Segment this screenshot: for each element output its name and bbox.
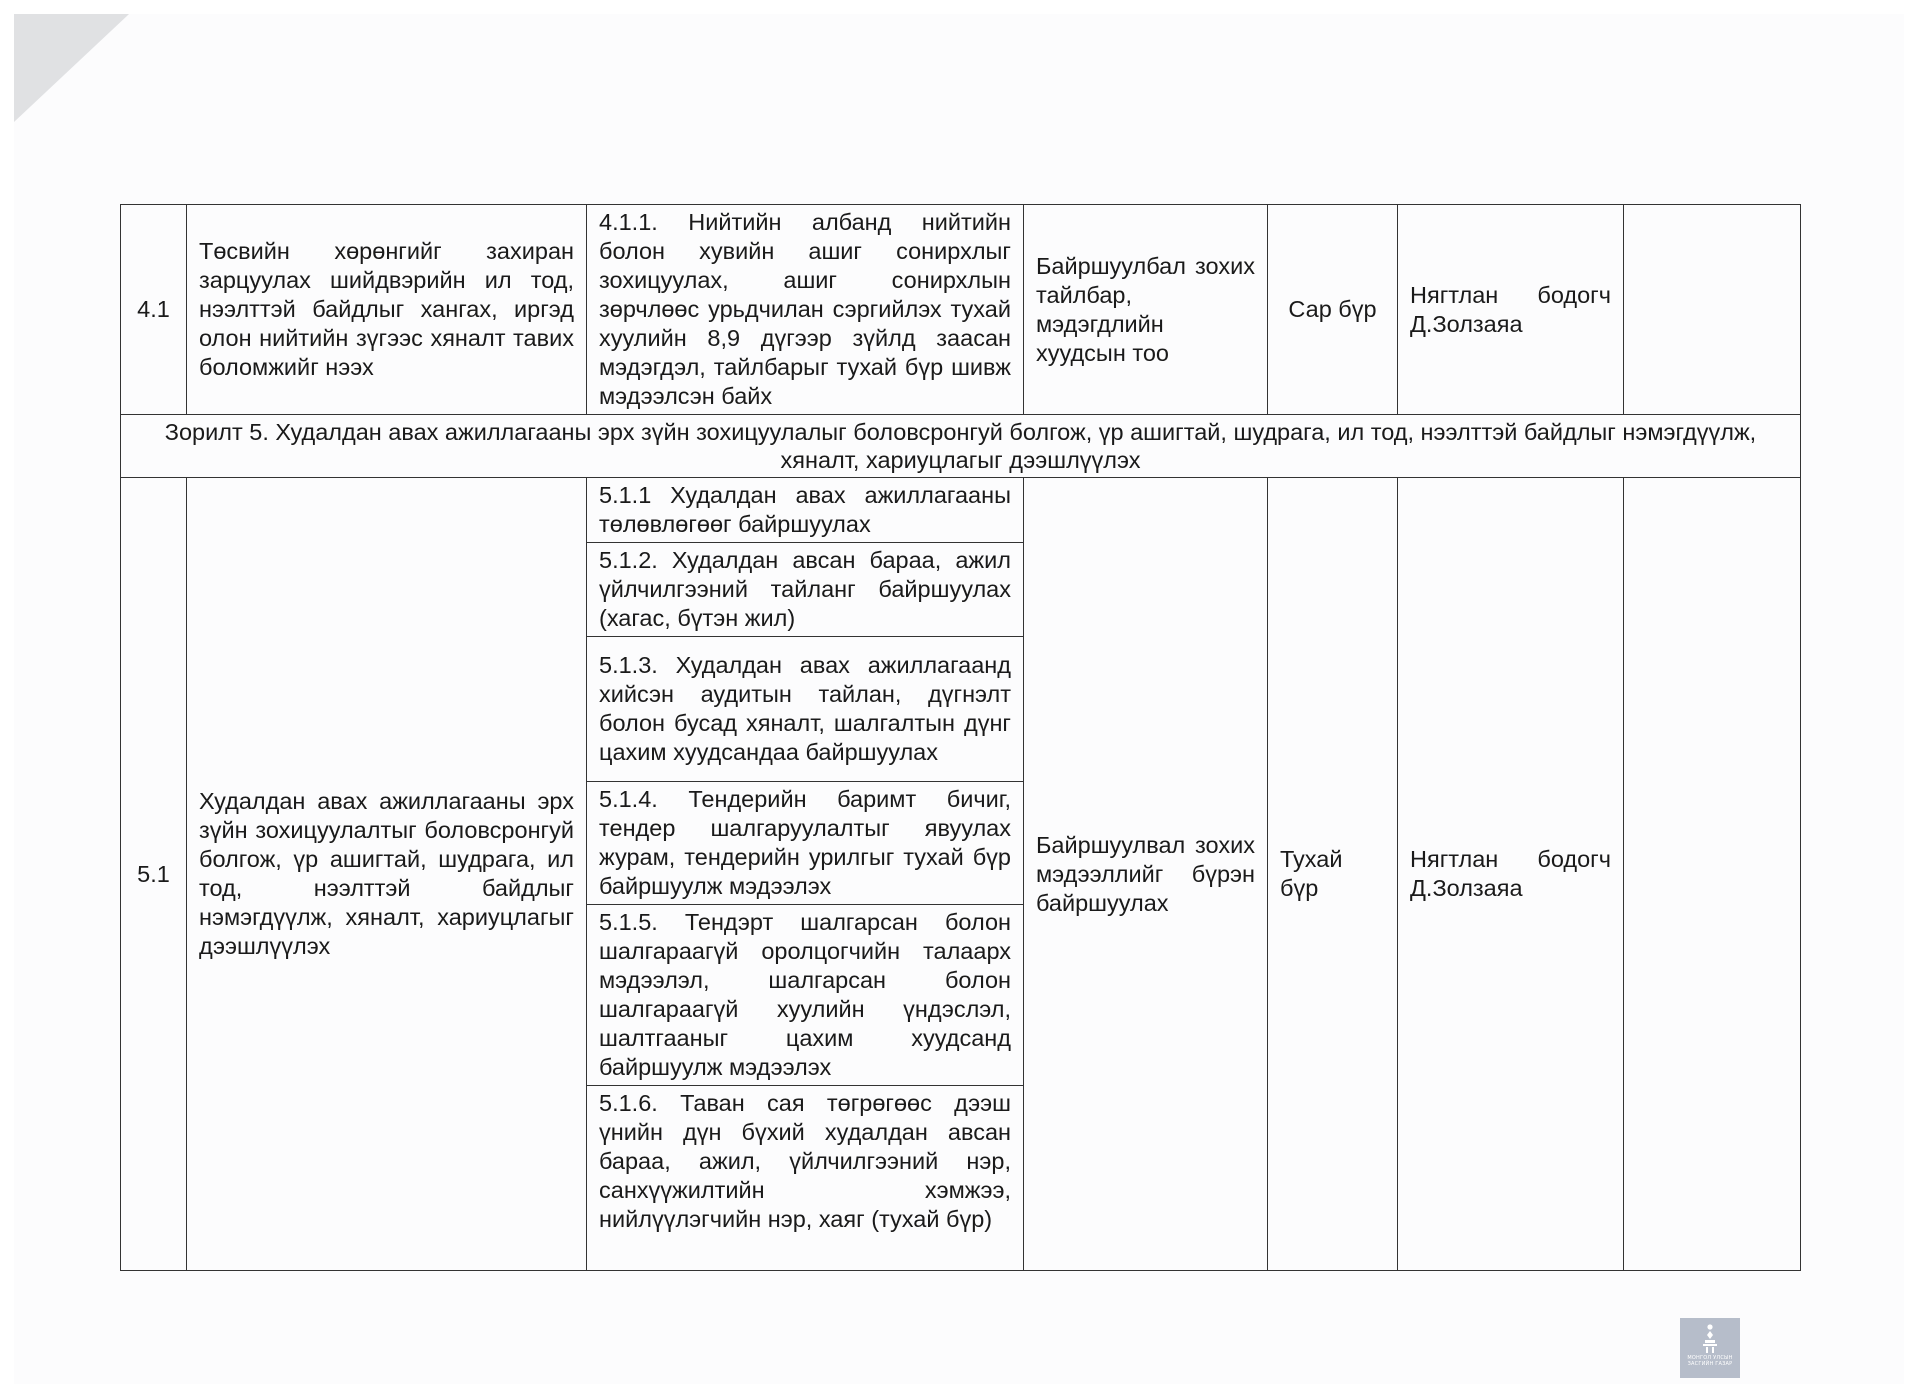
frequency-cell: Сар бүр xyxy=(1268,205,1398,415)
activity-cell: 5.1.4. Тендерийн баримт бичиг, тендер шалгаруулалтыг явуулах журам, тендерийн урилгыг тухай бүр байршуулж мэдээлэх xyxy=(587,782,1024,905)
responsible-cell: Нягтлан бодогч Д.Золзаяа xyxy=(1398,478,1624,1271)
state-emblem-icon xyxy=(1698,1323,1722,1355)
objective-cell: Төсвийн хөрөнгийг захиран зарцуулах шийдвэрийн ил тод, нээлттэй байдлыг хангах, иргэд олон нийтийн зүгээс хяналт тавих боломжийг нээх xyxy=(187,205,587,415)
indicator-cell: Байршуулбал зохих тайлбар, мэдэгдлийн хуудсын тоо xyxy=(1024,205,1268,415)
activity-cell: 5.1.3. Худалдан авах ажиллагаанд хийсэн аудитын тайлан, дүгнэлт болон бусад хяналт, шалгалтын дүнг цахим хуудсандаа байршуулах xyxy=(587,637,1024,782)
frequency-cell: Тухай бүр xyxy=(1268,478,1398,1271)
activity-cell: 5.1.1 Худалдан авах ажиллагааны төлөвлөгөөг байршуулах xyxy=(587,478,1024,543)
goal-heading: Зорилт 5. Худалдан авах ажиллагааны эрх зүйн зохицуулалыг боловсронгуй болгож, үр ашигтай, шудрага, ил тод, нээлттэй байдлыг нэмэгдүүлж, хяналт, хариуцлагыг дээшлүүлэх xyxy=(121,415,1801,478)
activity-cell: 4.1.1. Нийтийн албанд нийтийн болон хувийн ашиг сонирхлыг зохицуулах, ашиг сонирхлын зөрчлөөс урьдчилан сэргийлэх тухай хуулийн 8,9 дүгээр зүйлд заасан мэдэгдэл, тайлбарыг тухай бүр шивж мэдээлсэн байх xyxy=(587,205,1024,415)
action-plan-table xyxy=(120,204,1801,1271)
seal-text-line1: МОНГОЛ УЛСЫН xyxy=(1687,1355,1733,1361)
responsible-cell: Нягтлан бодогч Д.Золзаяа xyxy=(1398,205,1624,415)
government-seal xyxy=(1680,1318,1740,1378)
objective-cell: Худалдан авах ажиллагааны эрх зүйн зохицуулалтыг боловсронгуй болгож, үр ашигтай, шудрага, ил тод, нээлттэй байдлыг нэмэгдүүлж, хяналт, хариуцлагыг дээшлүүлэх xyxy=(187,478,587,1271)
note-cell xyxy=(1624,205,1801,415)
row-number: 4.1 xyxy=(121,205,187,415)
note-cell xyxy=(1624,478,1801,1271)
activity-cell: 5.1.6. Таван сая төгрөгөөс дээш үнийн дүн бүхий худалдан авсан бараа, ажил, үйлчилгээний нэр, санхүүжилтийн хэмжээ, нийлүүлэгчийн нэр, хаяг (тухай бүр) xyxy=(587,1086,1024,1271)
row-number: 5.1 xyxy=(121,478,187,1271)
activity-cell: 5.1.5. Тендэрт шалгарсан болон шалгараагүй оролцогчийн талаарх мэдээлэл, шалгарсан болон шалгараагүй хуулийн үндэслэл, шалтгааныг цахим хуудсанд байршуулж мэдээлэх xyxy=(587,905,1024,1086)
goal-heading-row xyxy=(121,415,1801,478)
scan-corner-fold xyxy=(14,14,129,122)
seal-text-line2: ЗАСГИЙН ГАЗАР xyxy=(1687,1361,1733,1367)
table-row xyxy=(121,478,1801,543)
indicator-cell: Байршуулвал зохих мэдээллийг бүрэн байршуулах xyxy=(1024,478,1268,1271)
table-row xyxy=(121,205,1801,415)
activity-cell: 5.1.2. Худалдан авсан бараа, ажил үйлчилгээний тайланг байршуулах (хагас, бүтэн жил) xyxy=(587,543,1024,637)
